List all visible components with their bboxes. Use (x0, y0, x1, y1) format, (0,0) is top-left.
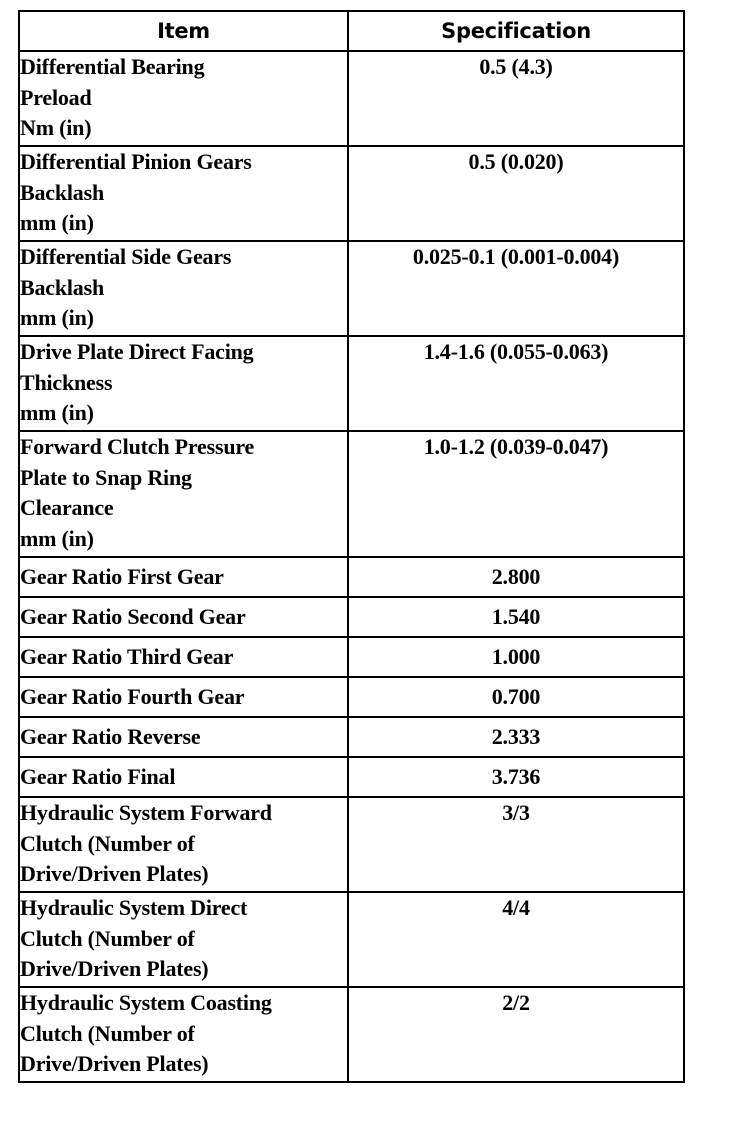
item-line: Clutch (Number of (20, 830, 195, 856)
item-line: Gear Ratio Fourth Gear (20, 684, 245, 709)
item-line: Gear Ratio Third Gear (20, 644, 234, 669)
item-line: Backlash (20, 179, 104, 205)
table-row (19, 241, 684, 336)
spec-cell: 2.333 (348, 717, 684, 757)
item-cell (19, 336, 348, 431)
item-cell (19, 797, 348, 892)
table-row (19, 336, 684, 431)
item-line: Drive/Driven Plates) (20, 956, 209, 981)
item-cell (19, 241, 348, 336)
item-line: Clutch (Number of (20, 925, 195, 951)
item-cell (19, 557, 348, 597)
table-row (19, 557, 684, 597)
item-line: Forward Clutch Pressure (20, 434, 255, 459)
table-row (19, 637, 684, 677)
item-line: Backlash (20, 274, 104, 300)
item-line: Gear Ratio Reverse (20, 724, 201, 749)
item-line: Differential Bearing (20, 54, 205, 79)
item-line: Gear Ratio Second Gear (20, 604, 246, 629)
item-cell (19, 987, 348, 1082)
table-row (19, 797, 684, 892)
item-line: Drive/Driven Plates) (20, 1051, 209, 1076)
spec-cell: 1.000 (348, 637, 684, 677)
column-header-specification: Specification (348, 11, 684, 51)
item-line: mm (in) (20, 400, 94, 425)
item-cell (19, 892, 348, 987)
item-line: Hydraulic System Forward (20, 800, 272, 825)
item-line: Nm (in) (20, 115, 92, 140)
table-row (19, 431, 684, 557)
spec-cell: 1.540 (348, 597, 684, 637)
item-cell (19, 717, 348, 757)
spec-cell: 3.736 (348, 757, 684, 797)
item-line: mm (in) (20, 210, 94, 235)
item-cell (19, 51, 348, 146)
spec-cell: 0.5 (4.3) (348, 51, 684, 146)
item-line: Hydraulic System Coasting (20, 990, 272, 1015)
spec-cell: 2/2 (348, 987, 684, 1082)
table-row (19, 717, 684, 757)
table-row (19, 597, 684, 637)
item-line: Thickness (20, 369, 113, 395)
table-row (19, 146, 684, 241)
item-cell (19, 637, 348, 677)
item-cell (19, 757, 348, 797)
item-cell (19, 597, 348, 637)
item-cell (19, 677, 348, 717)
item-line: Gear Ratio Final (20, 764, 176, 789)
item-line: Clutch (Number of (20, 1020, 195, 1046)
table-row (19, 51, 684, 146)
item-line: Gear Ratio First Gear (20, 564, 224, 589)
table-row (19, 987, 684, 1082)
item-line: Differential Side Gears (20, 244, 232, 269)
spec-cell: 1.0-1.2 (0.039-0.047) (348, 431, 684, 557)
column-header-item: Item (19, 11, 348, 51)
table-header-row (19, 11, 684, 51)
item-line: Preload (20, 84, 92, 110)
item-line: Drive Plate Direct Facing (20, 339, 254, 364)
specification-table (18, 10, 685, 1083)
table-row (19, 892, 684, 987)
spec-cell: 3/3 (348, 797, 684, 892)
spec-cell: 0.025-0.1 (0.001-0.004) (348, 241, 684, 336)
spec-cell: 0.5 (0.020) (348, 146, 684, 241)
item-line: Differential Pinion Gears (20, 149, 252, 174)
spec-cell: 2.800 (348, 557, 684, 597)
item-line: Hydraulic System Direct (20, 895, 248, 920)
item-line: Drive/Driven Plates) (20, 861, 209, 886)
item-line: Clearance (20, 495, 114, 520)
item-line: mm (in) (20, 305, 94, 330)
spec-cell: 1.4-1.6 (0.055-0.063) (348, 336, 684, 431)
item-line: mm (in) (20, 525, 94, 551)
spec-cell: 4/4 (348, 892, 684, 987)
item-cell (19, 146, 348, 241)
table-row (19, 757, 684, 797)
spec-cell: 0.700 (348, 677, 684, 717)
item-line: Plate to Snap Ring (20, 464, 192, 490)
table-row (19, 677, 684, 717)
item-cell (19, 431, 348, 557)
